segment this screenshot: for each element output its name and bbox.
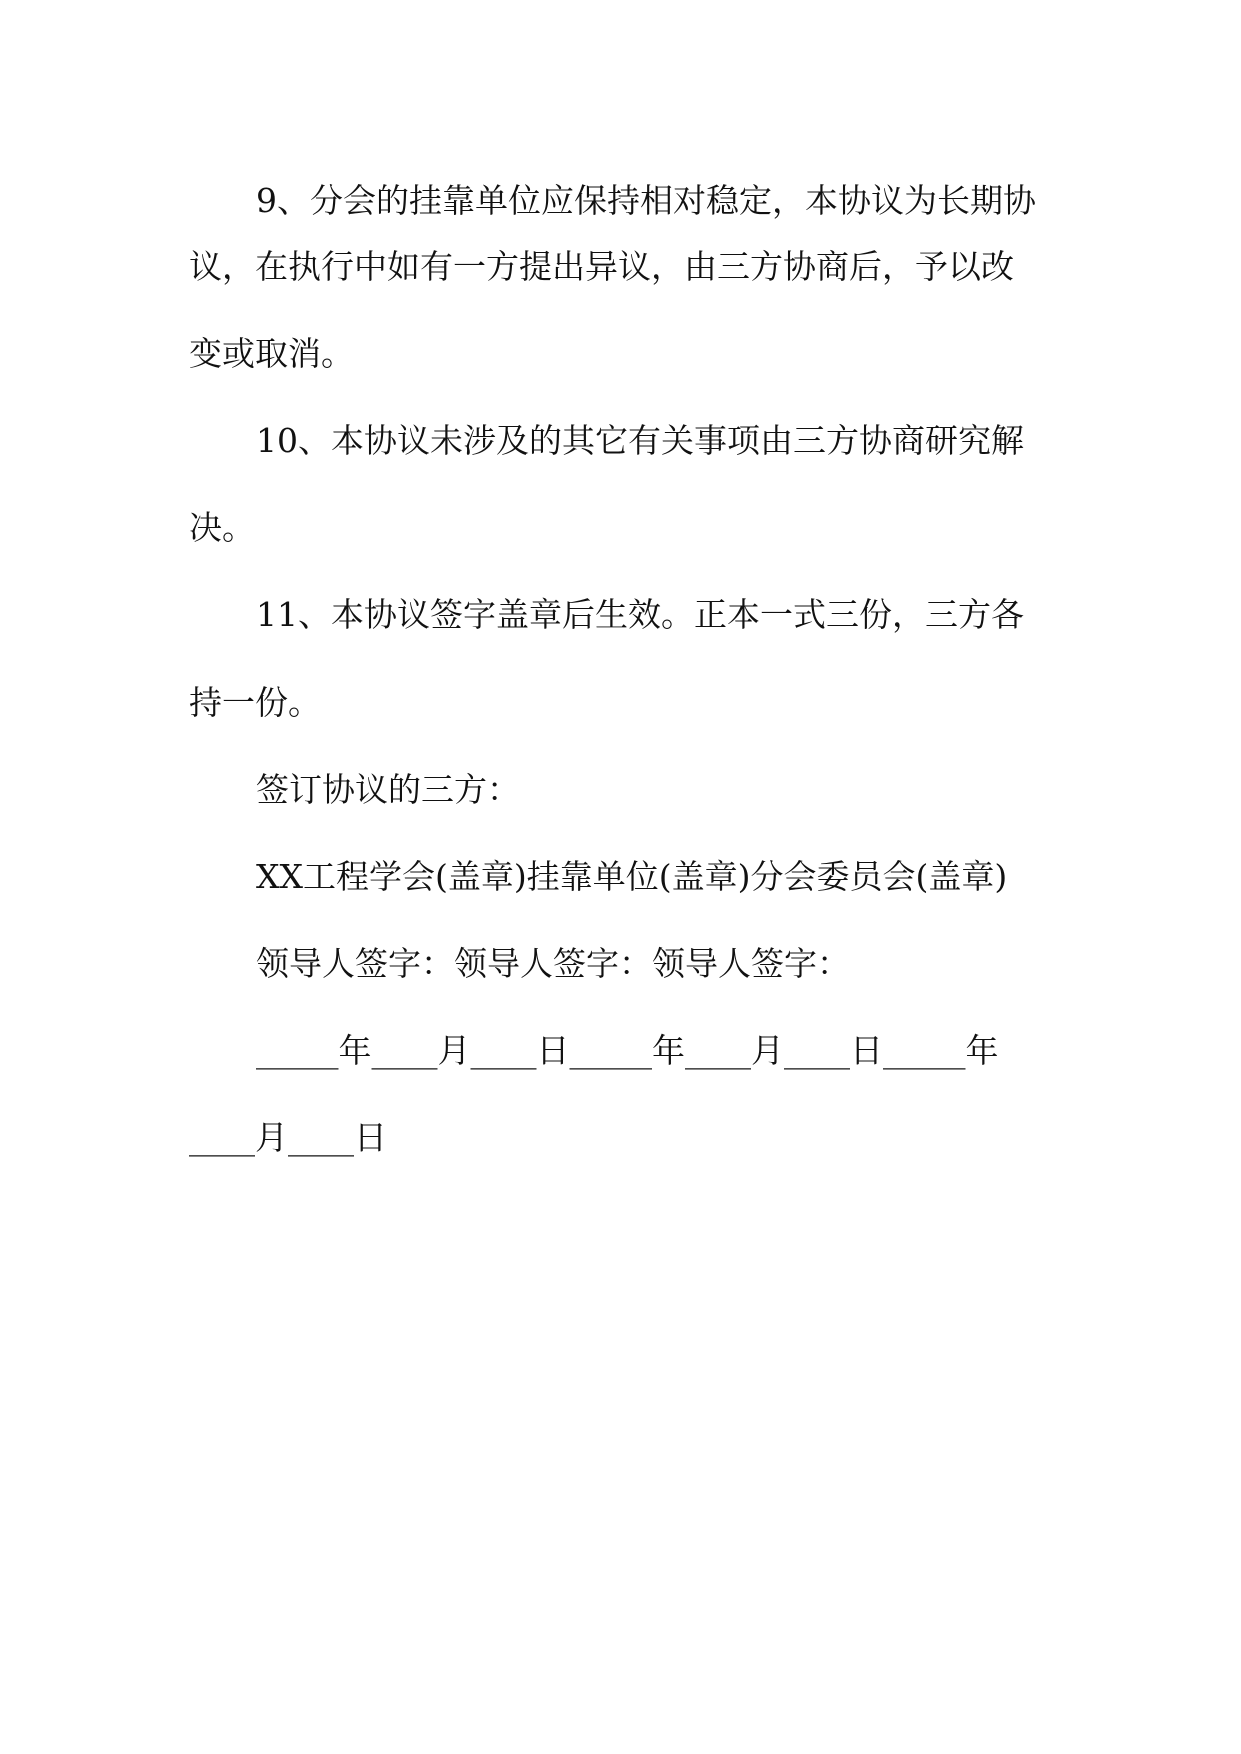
clause-10-line-2: 决。 [189,508,255,547]
signing-parties-heading: 签订协议的三方： [256,770,520,809]
clause-9-line-3: 变或取消。 [189,334,354,373]
clause-11-line-1: 11、本协议签字盖章后生效。正本一式三份，三方各 [256,595,1024,634]
clause-9-line-2: 议，在执行中如有一方提出异议，由三方协商后，予以改 [189,247,1014,286]
date-line-1: _____年____月____日_____年____月____日_____年 [256,1031,999,1070]
clause-10-line-1: 10、本协议未涉及的其它有关事项由三方协商研究解 [256,421,1024,460]
parties-seal-line: XX工程学会(盖章)挂靠单位(盖章)分会委员会(盖章) [256,857,1008,896]
clause-11-line-2: 持一份。 [189,683,321,722]
date-line-2: ____月____日 [189,1118,387,1157]
leader-signature-line: 领导人签字：领导人签字：领导人签字： [256,944,850,983]
clause-9-line-1: 9、分会的挂靠单位应保持相对稳定，本协议为长期协 [256,181,1036,220]
